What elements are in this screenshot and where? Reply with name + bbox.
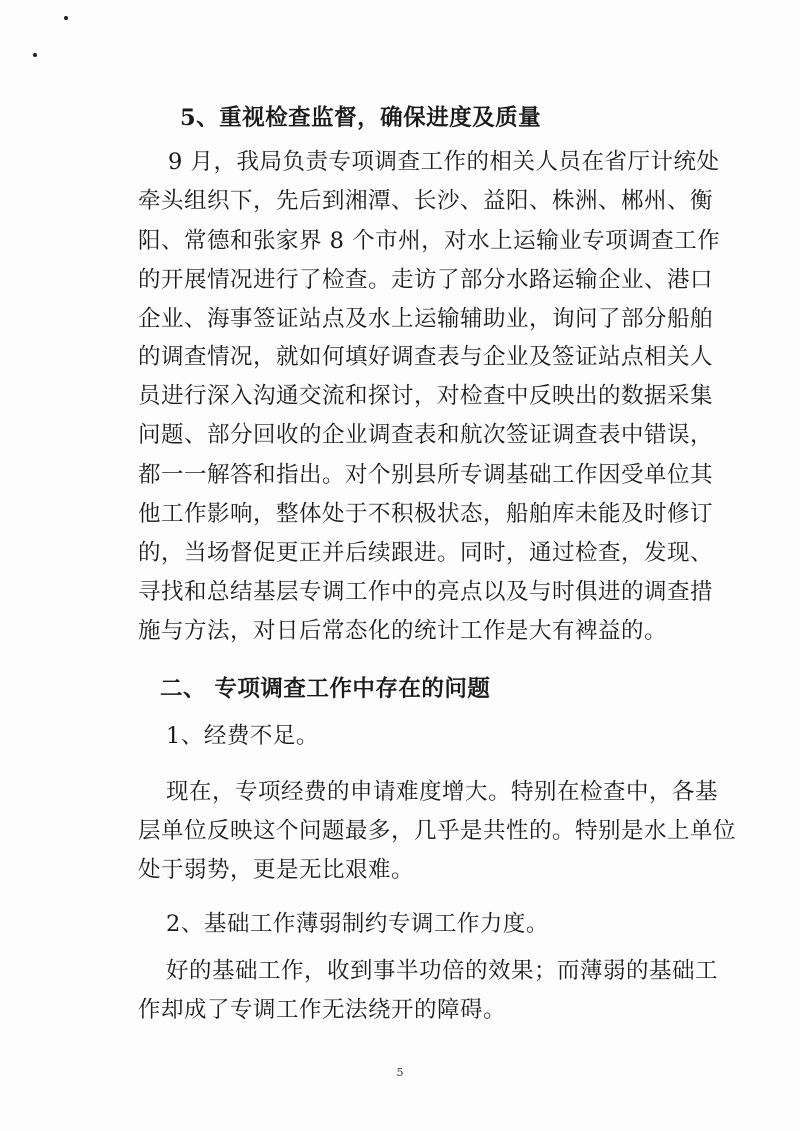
paragraph-line: 的开展情况进行了检查。走访了部分水路运输企业、港口 xyxy=(138,267,714,293)
paragraph-line: 阳、常德和张家界 8 个市州，对水上运输业专项调查工作 xyxy=(138,228,721,254)
paragraph-line: 好的基础工作，收到事半功倍的效果；而薄弱的基础工 xyxy=(166,958,719,984)
paragraph-line: 作却成了专调工作无法绕开的障碍。 xyxy=(138,997,507,1023)
paragraph-line: 企业、海事签证站点及水上运输辅助业，询问了部分船舶 xyxy=(138,306,714,332)
paragraph-line: 员进行深入沟通交流和探讨，对检查中反映出的数据采集 xyxy=(138,383,714,409)
section-heading: 5、重视检查监督，确保进度及质量 xyxy=(180,105,542,131)
paragraph-line: 都一一解答和指出。对个别县所专调基础工作因受单位其 xyxy=(138,462,714,488)
paragraph-line: 他工作影响，整体处于不积极状态，船舶库未能及时修订 xyxy=(138,501,714,527)
paragraph-line: 问题、部分回收的企业调查表和航次签证调查表中错误， xyxy=(138,422,714,448)
paragraph-line: 层单位反映这个问题最多，几乎是共性的。特别是水上单位 xyxy=(138,818,737,844)
paragraph-line: 牵头组织下，先后到湘潭、长沙、益阳、株洲、郴州、衡 xyxy=(138,188,714,214)
paragraph-line: 寻找和总结基层专调工作中的亮点以及与时俱进的调查措 xyxy=(138,579,714,605)
scan-speck xyxy=(33,53,37,57)
paragraph-line: 的调查情况，就如何填好调查表与企业及签证站点相关人 xyxy=(138,344,714,370)
paragraph-line: 现在，专项经费的申请难度增大。特别在检查中，各基 xyxy=(166,779,719,805)
paragraph-line: 施与方法，对日后常态化的统计工作是大有裨益的。 xyxy=(138,618,668,644)
subsection-heading: 1、经费不足。 xyxy=(166,723,319,749)
page-number: 5 xyxy=(396,1066,404,1079)
paragraph-line: 9 月，我局负责专项调查工作的相关人员在省厅计统处 xyxy=(168,149,720,175)
paragraph-line: 的，当场督促更正并后续跟进。同时，通过检查，发现、 xyxy=(138,540,714,566)
paragraph-line: 处于弱势，更是无比艰难。 xyxy=(138,857,415,883)
scan-speck xyxy=(64,16,68,20)
section-heading: 二、 专项调查工作中存在的问题 xyxy=(160,676,491,702)
subsection-heading: 2、基础工作薄弱制约专调工作力度。 xyxy=(166,911,549,937)
